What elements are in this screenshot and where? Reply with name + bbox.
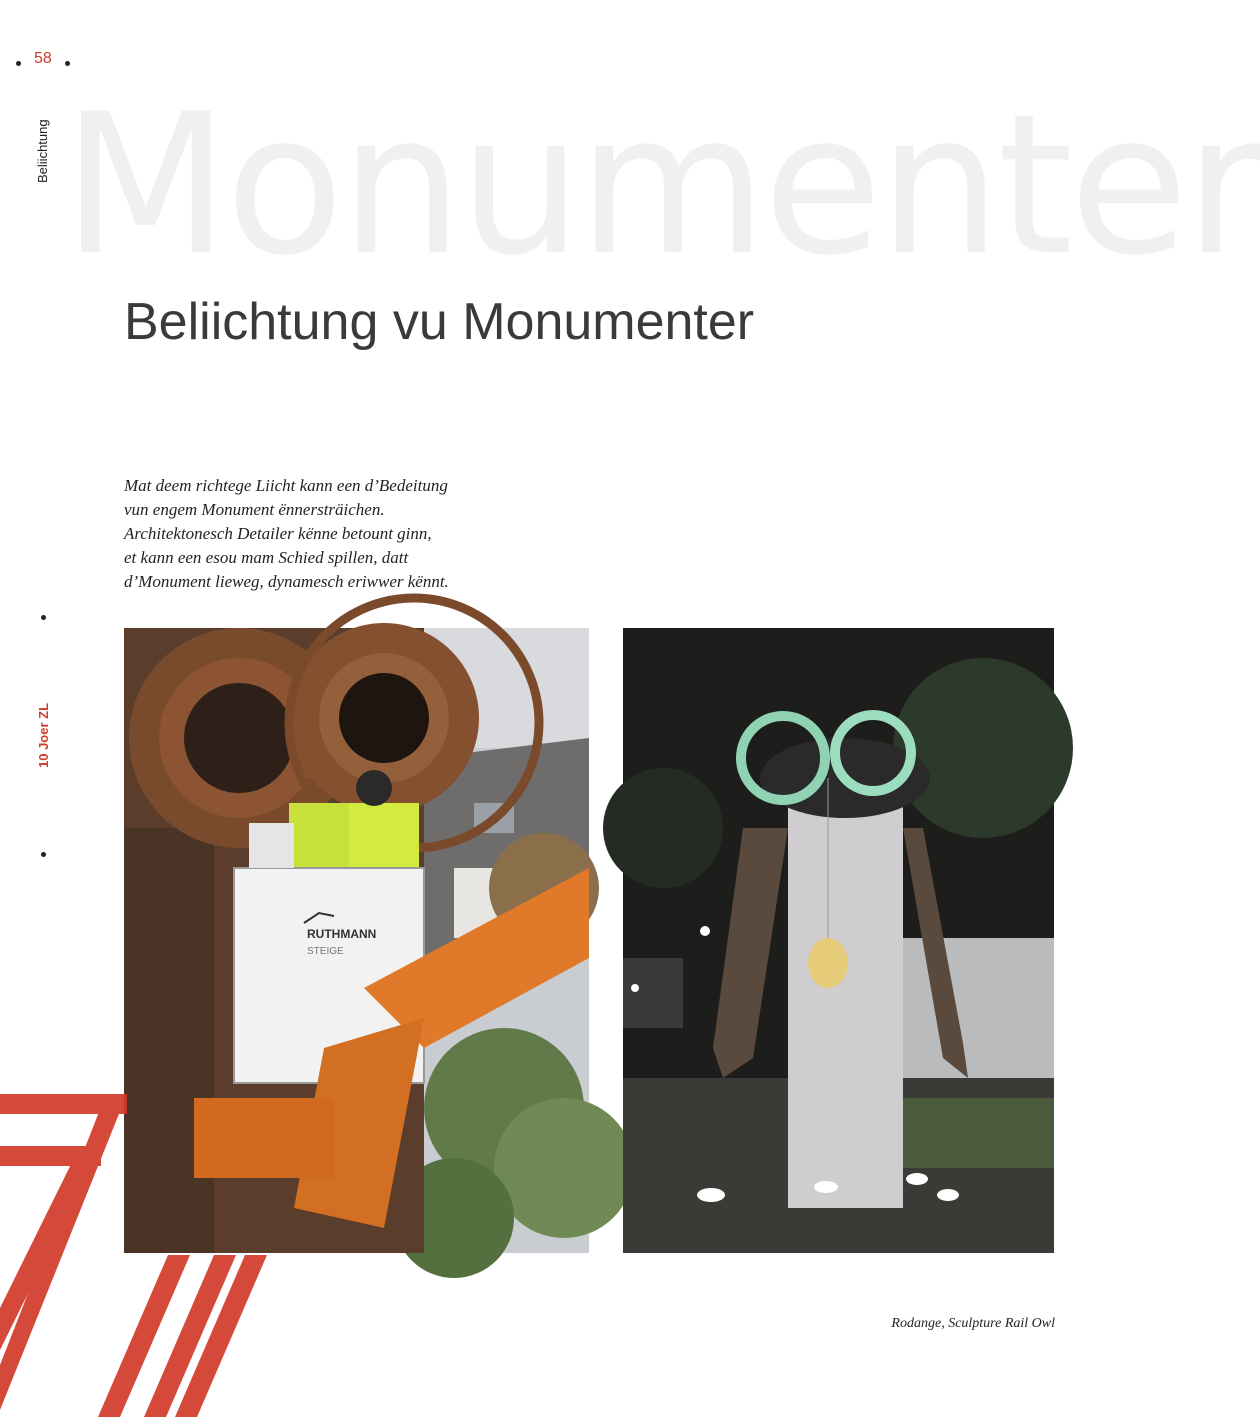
intro-line: d’Monument lieweg, dynamesch eriwwer kënnt. (124, 572, 449, 591)
intro-paragraph (124, 474, 524, 594)
intro-line: Mat deem richtege Liicht kann een d’Bedeitung (124, 476, 448, 495)
watermark-heading: Monumenter (62, 72, 1260, 298)
intro-line: vun engem Monument ënnersträichen. (124, 500, 385, 519)
bullet-dot (41, 852, 46, 857)
intro-line: Architektonesch Detailer kënne betount ginn, (124, 524, 432, 543)
bullet-dot (65, 61, 70, 66)
section-label: Beliichtung (35, 119, 50, 183)
decorative-stripes (0, 1090, 300, 1417)
bullet-dot (16, 61, 21, 66)
intro-line: et kann een esou mam Schied spillen, datt (124, 548, 409, 567)
photo-caption: Rodange, Sculpture Rail Owl (891, 1316, 1055, 1331)
photo-illuminated-owl (623, 628, 1054, 1253)
anniversary-label: 10 Joer ZL (36, 702, 51, 768)
bullet-dot (41, 615, 46, 620)
basket-brand-subtext: STEIGE (307, 946, 344, 957)
basket-brand-text: RUTHMANN (307, 927, 377, 941)
page-number: 58 (34, 50, 52, 67)
page-title: Beliichtung vu Monumenter (124, 293, 755, 351)
